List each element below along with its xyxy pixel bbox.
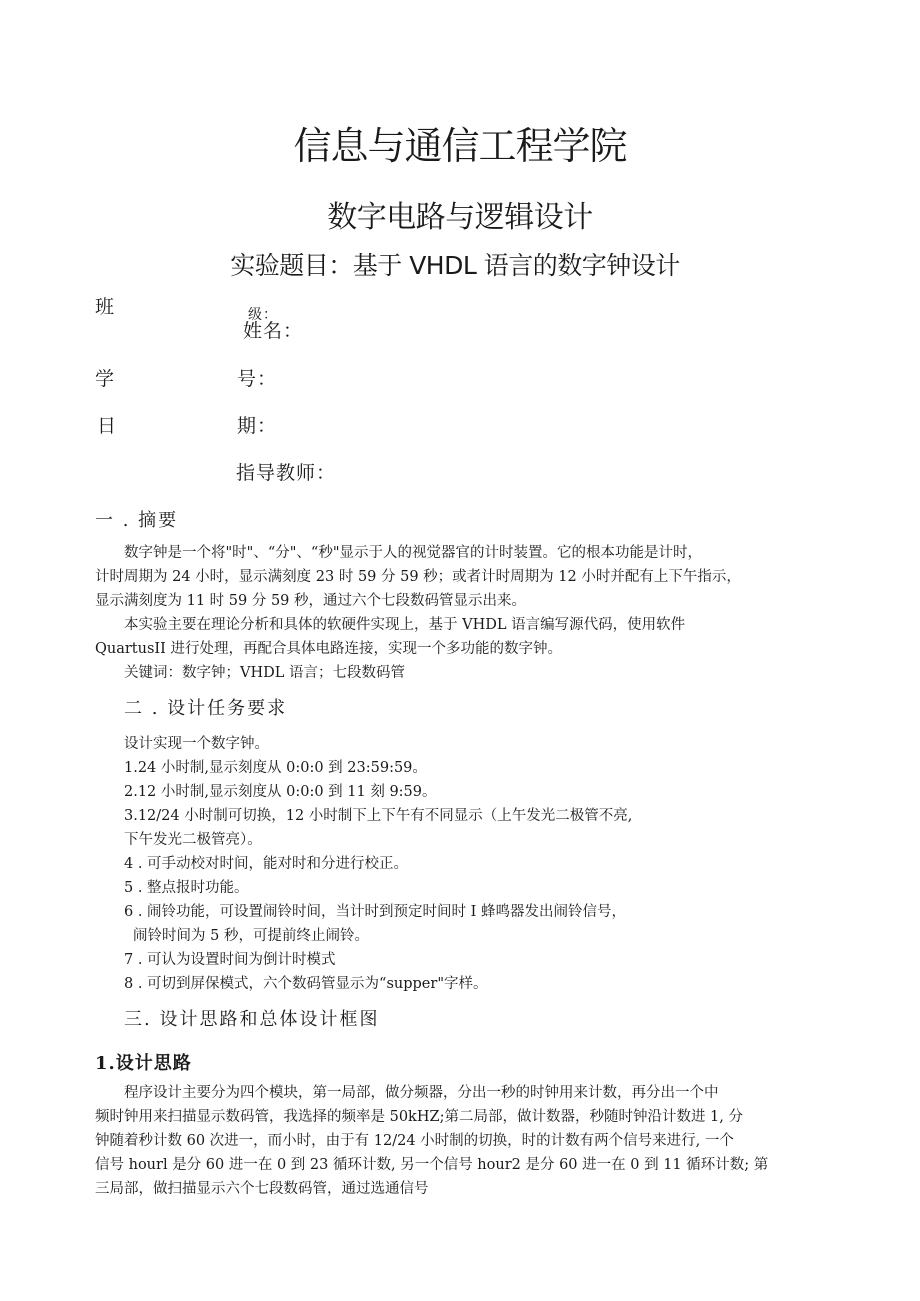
design-line: 频时钟用来扫描显示数码管，我选择的频率是 50kHZ;第二局部，做计数器，秒随时钟沿计数进 1, 分 (95, 1109, 744, 1125)
design-heading: 三. 设计思路和总体设计框图 (124, 1009, 380, 1030)
design-paragraph (95, 1081, 768, 1201)
course-title: 数字电路与逻辑设计 (327, 200, 593, 235)
requirements-intro: 设计实现一个数字钟。 (124, 736, 269, 752)
design-line: 钟随着秒计数 60 次进一，而小时，由于有 12/24 小时制的切换，时的计数有两个信号来进行, 一个 (95, 1133, 734, 1149)
abstract-p1-line: 显示满刻度为 11 时 59 分 59 秒，通过六个七段数码管显示出来。 (95, 593, 527, 609)
student-id-label-part2: 号： (237, 368, 278, 390)
date-label-part2: 期： (237, 415, 278, 437)
student-id-label-part1: 学 (95, 368, 116, 390)
requirement-item: 6 . 闹铃功能，可设置闹铃时间，当计时到预定时间时 I 蜂鸣器发出闹铃信号， (124, 904, 626, 920)
requirement-item: 4 . 可手动校对时间，能对时和分进行校正。 (124, 856, 409, 872)
keywords: 关键词：数字钟；VHDL 语言；七段数码管 (124, 665, 405, 681)
design-line: 程序设计主要分为四个模块，第一局部，做分频器，分出一秒的时钟用来计数，再分出一个中 (124, 1085, 719, 1101)
abstract-p2-line: QuartusII 进行处理，再配合具体电路连接，实现一个多功能的数字钟。 (95, 641, 562, 657)
date-label-part1: 日 (97, 415, 118, 437)
school-title: 信息与通信工程学院 (293, 124, 627, 168)
abstract-p1-line: 计时周期为 24 小时，显示满刻度 23 时 59 分 59 秒；或者计时周期为 12 小时并配有上下午指示， (95, 569, 741, 585)
requirement-item: 7 . 可认为设置时间为倒计时模式 (124, 952, 336, 968)
requirements-heading: 二 . 设计任务要求 (124, 698, 288, 719)
teacher-label: 指导教师： (236, 462, 337, 484)
design-line: 信号 hourl 是分 60 进一在 0 到 23 循环计数, 另一个信号 hour2 是分 60 进一在 0 到 11 循环计数; 第 (95, 1157, 769, 1173)
requirement-item: 5 . 整点报时功能。 (124, 880, 249, 896)
requirement-item: 3.12/24 小时制可切换，12 小时制下上下午有不同显示（上午发光二极管不亮, (124, 808, 633, 824)
class-label-part2: 级： (248, 307, 278, 323)
requirement-item: 2.12 小时制,显示刻度从 0:0:0 到 11 刻 9:59。 (124, 784, 437, 800)
experiment-topic: 实验题目：基于 VHDL 语言的数字钟设计 (230, 251, 680, 280)
class-label-part1: 班 (95, 296, 116, 318)
design-subheading: 1.设计思路 (95, 1053, 192, 1074)
requirement-item: 1.24 小时制,显示刻度从 0:0:0 到 23:59:59。 (124, 760, 427, 776)
requirements-list (124, 732, 632, 996)
abstract-p2-line: 本实验主要在理论分析和具体的软硬件实现上，基于 VHDL 语言编写源代码，使用软件 (124, 617, 686, 633)
requirement-item: 8 . 可切到屏保模式，六个数码管显示为“supper"字样。 (124, 976, 488, 992)
abstract-heading: 一 . 摘要 (95, 510, 179, 531)
design-line: 三局部，做扫描显示六个七段数码管，通过选通信号 (95, 1181, 429, 1197)
requirement-item: 下午发光二极管亮）。 (124, 832, 262, 848)
abstract-paragraph-2 (95, 613, 685, 661)
abstract-paragraph-1 (95, 541, 741, 613)
name-label: 姓名： (243, 320, 304, 342)
abstract-p1-line: 数字钟是一个将"时"、“分"、“秒"显示于人的视觉器官的计时装置。它的根本功能是计时， (124, 545, 702, 561)
requirement-item: 闹铃时间为 5 秒，可提前终止闹铃。 (133, 928, 369, 944)
